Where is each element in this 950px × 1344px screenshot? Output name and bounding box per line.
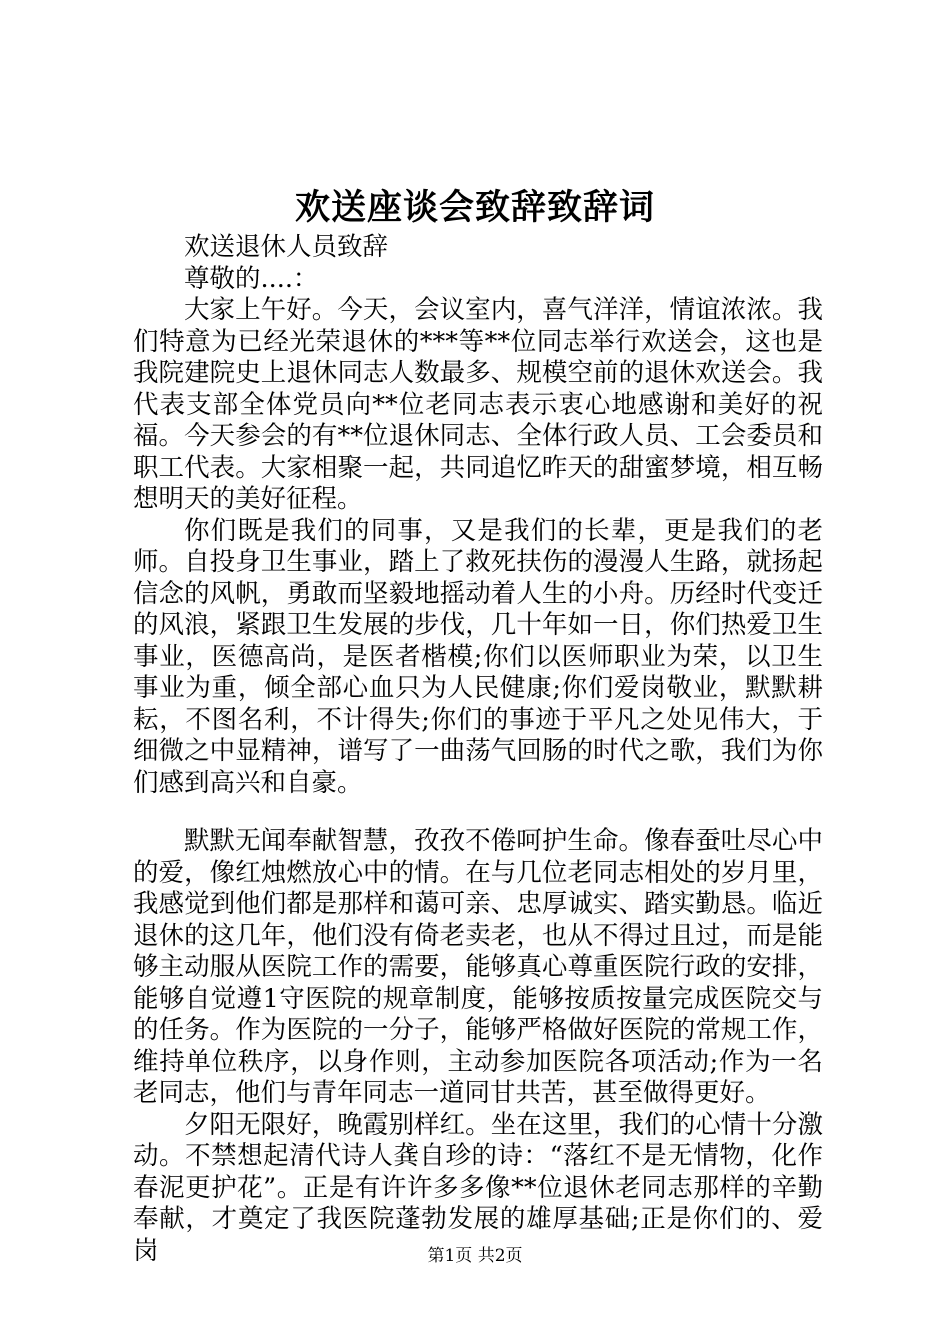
page-number: 第1页 共2页 — [427, 1246, 523, 1266]
document-body — [133, 232, 823, 1267]
salutation-paragraph: 尊敬的....： — [184, 263, 319, 294]
body-paragraph: 夕阳无限好，晚霞别样红。坐在这里，我们的心情十分激动。不禁想起清代诗人龚自珍的诗：“落红不是无情物，化作春泥更护花”。正是有许许多多像**位退休老同志那样的辛勤奉献，才奠定了我医院蓬勃发展的雄厚基础;正是你们的、爱岗 — [133, 1109, 823, 1266]
body-paragraph: 大家上午好。今天，会议室内，喜气洋洋，情谊浓浓。我们特意为已经光荣退休的***等**位同志举行欢送会，这也是我院建院史上退休同志人数最多、规模空前的退休欢送会。我代表支部全体党员向**位老同志表示衷心地感谢和美好的祝福。今天参会的有**位退休同志、全体行政人员、工会委员和职工代表。大家相聚一起，共同追忆昨天的甜蜜梦境，相互畅想明天的美好征程。 — [133, 295, 823, 514]
body-paragraph: 默默无闻奉献智慧，孜孜不倦呵护生命。像春蚕吐尽心中的爱，像红烛燃放心中的情。在与几位老同志相处的岁月里，我感觉到他们都是那样和蔼可亲、忠厚诚实、踏实勤恳。临近退休的这几年，他们没有倚老卖老，也从不得过且过，而是能够主动服从医院工作的需要，能够真心尊重医院行政的安排，能够自觉遵1守医院的规章制度，能够按质按量完成医院交与的任务。作为医院的一分子，能够严格做好医院的常规工作，维持单位秩序，以身作则，主动参加医院各项活动;作为一名老同志，他们与青年同志一道同甘共苦，甚至做得更好。 — [133, 826, 823, 1108]
body-paragraph: 你们既是我们的同事，又是我们的长辈，更是我们的老师。自投身卫生事业，踏上了救死扶伤的漫漫人生路，就扬起信念的风帆，勇敢而坚毅地摇动着人生的小舟。历经时代变迁的风浪，紧跟卫生发展的步伐，几十年如一日，你们热爱卫生事业，医德高尚，是医者楷模;你们以医师职业为荣，以卫生事业为重，倾全部心血只为人民健康;你们爱岗敬业，默默耕耘，不图名利，不计得失;你们的事迹于平凡之处见伟大，于细微之中显精神，谱写了一曲荡气回肠的时代之歌，我们为你们感到高兴和自豪。 — [133, 515, 823, 798]
document-title: 欢送座谈会致辞致辞词 — [294, 187, 655, 228]
subtitle-paragraph: 欢送退休人员致辞 — [184, 232, 389, 262]
